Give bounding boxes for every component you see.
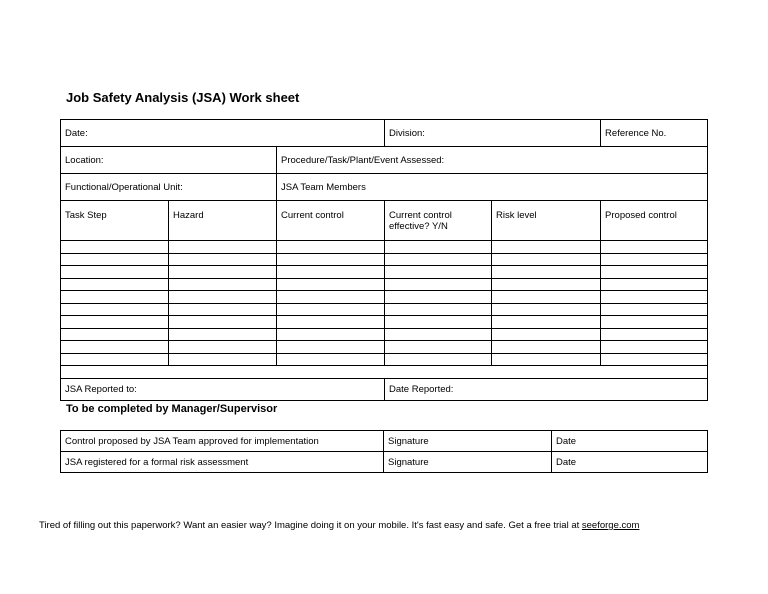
approval-row	[61, 431, 708, 452]
table-cell[interactable]	[61, 253, 169, 266]
table-cell[interactable]	[169, 341, 277, 354]
col-control-effective-line1: Current control	[389, 210, 452, 221]
table-cell[interactable]	[601, 253, 708, 266]
table-cell[interactable]	[169, 303, 277, 316]
approval-label: JSA registered for a formal risk assessment	[61, 452, 384, 473]
col-task-step: Task Step	[61, 201, 169, 241]
col-control-effective-line2: effective? Y/N	[389, 221, 448, 232]
table-row	[61, 291, 708, 304]
table-cell[interactable]	[277, 291, 385, 304]
table-cell[interactable]	[601, 353, 708, 366]
table-cell[interactable]	[385, 341, 492, 354]
table-cell[interactable]	[601, 278, 708, 291]
table-cell[interactable]	[61, 278, 169, 291]
table-row	[61, 253, 708, 266]
table-cell[interactable]	[492, 241, 601, 254]
table-cell[interactable]	[169, 241, 277, 254]
table-cell[interactable]	[277, 241, 385, 254]
table-cell[interactable]	[61, 341, 169, 354]
table-cell[interactable]	[492, 253, 601, 266]
table-row	[61, 341, 708, 354]
reported-to-field[interactable]: JSA Reported to:	[61, 378, 385, 400]
table-cell[interactable]	[385, 266, 492, 279]
approval-row	[61, 452, 708, 473]
division-field[interactable]: Division:	[385, 120, 601, 147]
date-field[interactable]: Date	[552, 452, 708, 473]
date-reported-field[interactable]: Date Reported:	[385, 378, 708, 400]
signature-field[interactable]: Signature	[384, 452, 552, 473]
table-cell[interactable]	[169, 328, 277, 341]
table-row	[61, 303, 708, 316]
table-cell[interactable]	[169, 316, 277, 329]
table-cell[interactable]	[61, 316, 169, 329]
signature-field[interactable]: Signature	[384, 431, 552, 452]
approval-table	[60, 430, 708, 473]
table-cell[interactable]	[601, 341, 708, 354]
table-cell[interactable]	[601, 291, 708, 304]
table-cell[interactable]	[61, 328, 169, 341]
date-field[interactable]: Date	[552, 431, 708, 452]
table-cell[interactable]	[169, 353, 277, 366]
table-cell[interactable]	[385, 353, 492, 366]
footer-link[interactable]: seeforge.com	[581, 520, 640, 531]
date-field[interactable]: Date:	[61, 120, 385, 147]
unit-field[interactable]: Functional/Operational Unit:	[61, 174, 277, 201]
table-cell[interactable]	[601, 328, 708, 341]
table-cell[interactable]	[601, 303, 708, 316]
table-cell[interactable]	[492, 353, 601, 366]
table-cell[interactable]	[492, 303, 601, 316]
spacer-row	[61, 366, 708, 379]
table-cell[interactable]	[492, 316, 601, 329]
table-cell[interactable]	[277, 253, 385, 266]
table-cell[interactable]	[61, 353, 169, 366]
table-cell[interactable]	[169, 253, 277, 266]
table-cell[interactable]	[169, 291, 277, 304]
manager-heading: To be completed by Manager/Supervisor	[66, 403, 278, 415]
table-cell[interactable]	[492, 266, 601, 279]
table-row	[61, 241, 708, 254]
table-cell[interactable]	[385, 303, 492, 316]
table-cell[interactable]	[492, 328, 601, 341]
procedure-field[interactable]: Procedure/Task/Plant/Event Assessed:	[277, 147, 708, 174]
table-cell[interactable]	[277, 303, 385, 316]
table-cell[interactable]	[601, 316, 708, 329]
table-cell[interactable]	[61, 291, 169, 304]
table-cell[interactable]	[61, 303, 169, 316]
table-row	[61, 316, 708, 329]
table-cell[interactable]	[385, 328, 492, 341]
table-cell[interactable]	[385, 316, 492, 329]
table-cell[interactable]	[277, 353, 385, 366]
table-cell[interactable]	[385, 291, 492, 304]
col-risk-level: Risk level	[492, 201, 601, 241]
team-members-field[interactable]: JSA Team Members	[277, 174, 708, 201]
table-cell[interactable]	[277, 328, 385, 341]
table-cell[interactable]	[492, 278, 601, 291]
table-cell[interactable]	[61, 266, 169, 279]
table-row	[61, 278, 708, 291]
reference-field[interactable]: Reference No.	[601, 120, 708, 147]
col-hazard: Hazard	[169, 201, 277, 241]
table-cell[interactable]	[385, 278, 492, 291]
table-cell[interactable]	[492, 341, 601, 354]
col-proposed-control: Proposed control	[601, 201, 708, 241]
footer-text: Tired of filling out this paperwork? Want an easier way? Imagine doing it on your mobile. It's fast easy and safe. Get a free trial at	[39, 520, 582, 531]
table-cell[interactable]	[277, 278, 385, 291]
table-cell[interactable]	[169, 278, 277, 291]
jsa-worksheet-table	[60, 119, 708, 401]
table-cell[interactable]	[277, 266, 385, 279]
table-cell[interactable]	[277, 341, 385, 354]
table-cell[interactable]	[385, 241, 492, 254]
table-cell[interactable]	[277, 316, 385, 329]
location-field[interactable]: Location:	[61, 147, 277, 174]
approval-label: Control proposed by JSA Team approved for implementation	[61, 431, 384, 452]
table-cell[interactable]	[601, 241, 708, 254]
table-cell[interactable]	[601, 266, 708, 279]
table-cell[interactable]	[385, 253, 492, 266]
col-control-effective	[385, 201, 492, 241]
page-title: Job Safety Analysis (JSA) Work sheet	[66, 90, 300, 105]
table-cell[interactable]	[492, 291, 601, 304]
table-row	[61, 353, 708, 366]
col-current-control: Current control	[277, 201, 385, 241]
table-cell[interactable]	[169, 266, 277, 279]
table-row	[61, 328, 708, 341]
table-cell[interactable]	[61, 241, 169, 254]
footer-note	[39, 520, 639, 531]
table-row	[61, 266, 708, 279]
